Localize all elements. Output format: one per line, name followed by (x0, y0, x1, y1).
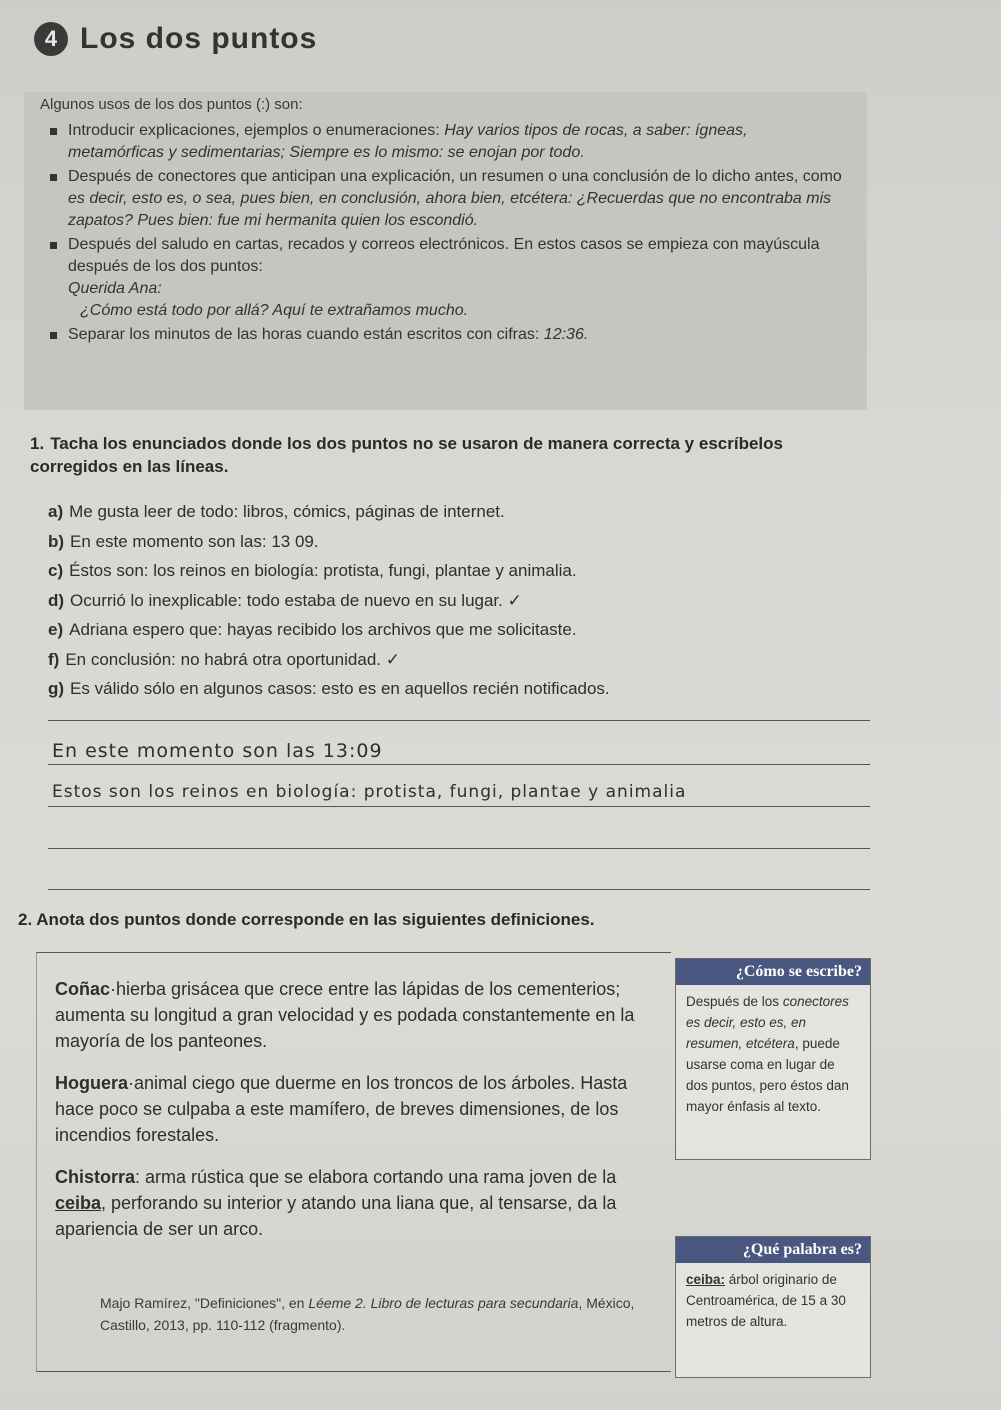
answer-handwriting-2: Estos son los reinos en biología: protista, fungi, plantae y animalia (52, 782, 687, 802)
section-title-text: Los dos puntos (80, 22, 318, 55)
section-title (34, 22, 317, 56)
info-intro: Algunos usos de los dos puntos (:) son: (40, 96, 303, 113)
exercise-2-number: 2. (18, 910, 33, 929)
usage-item-3 (56, 234, 846, 322)
answer-line-1[interactable] (48, 720, 870, 721)
exercise-1-text: Tacha los enunciados donde los dos puntos no se usaron de manera correcta y escríbelos corregidos en las líneas. (30, 434, 783, 476)
option-letter: g) (48, 679, 65, 698)
option-d (48, 586, 868, 616)
tip-box-how-to-write (675, 958, 871, 1160)
citation (100, 1292, 660, 1336)
usage-example: ¿Recuerdas que no encontraba mis zapatos? Pues bien: fue mi hermanita quien los escondió. (68, 190, 832, 229)
definition-body: animal ciego que duerme en los troncos de los árboles. Hasta hace poco se culpaba a este mamífero, de breves dimensiones, de los incendios forestales. (55, 1073, 628, 1145)
option-e (48, 615, 868, 645)
option-letter: e) (48, 620, 64, 639)
glossary-link[interactable]: ceiba (55, 1193, 102, 1213)
option-b (48, 527, 868, 557)
definition-body: , perforando su interior y atando una liana que, al tensarse, da la apariencia de ser un arco. (55, 1193, 617, 1239)
citation-details: , México, Castillo, 2013, pp. 110-112 (fragmento). (100, 1295, 635, 1333)
tip-text: Después de los (686, 994, 783, 1009)
option-c (48, 556, 868, 586)
tip-text: , puede usarse coma en lugar de dos puntos, pero éstos dan mayor énfasis al texto. (686, 1036, 849, 1114)
answer-line-5[interactable] (48, 889, 870, 890)
handwritten-mark: · (110, 979, 117, 999)
glossary-definition: árbol originario de Centroamérica, de 15 a 30 metros de altura. (686, 1272, 846, 1329)
option-a (48, 497, 868, 527)
definition-body: hierba grisácea que crece entre las lápidas de los cementerios; aumenta su longitud a gran velocidad y es podada constantemente en la mayoría de los panteones. (55, 979, 635, 1051)
option-text: Éstos son: los reinos en biología: protista, fungi, plantae y animalia. (69, 561, 577, 580)
definitions-text (55, 976, 655, 1258)
option-text: Adriana espero que: hayas recibido los archivos que me solicitaste. (69, 620, 577, 639)
glossary-body (676, 1263, 870, 1338)
option-letter: f) (48, 649, 60, 669)
option-letter: a) (48, 502, 64, 521)
usage-text: Después del saludo en cartas, recados y correos electrónicos. En estos casos se empieza con mayúscula después de los dos puntos: (68, 236, 820, 275)
tip-box-heading: ¿Cómo se escribe? (676, 959, 870, 985)
option-text: Es válido sólo en algunos casos: esto es en aquellos recién notificados. (70, 679, 610, 698)
definition-term: Hoguera (55, 1073, 129, 1093)
option-letter: c) (48, 561, 64, 580)
option-text: En conclusión: no habrá otra oportunidad. (65, 649, 381, 669)
option-letter: b) (48, 531, 65, 551)
answer-line-2[interactable] (48, 764, 870, 765)
usage-example: 12:36. (543, 326, 589, 343)
glossary-box (675, 1236, 871, 1378)
option-text: En este momento son las: 13 09. (70, 531, 319, 551)
usage-item-1 (56, 120, 846, 164)
usage-item-2 (56, 166, 846, 232)
usage-example-letter: ¿Cómo está todo por allá? Aquí te extrañamos mucho. (80, 302, 469, 319)
usage-example-salutation: Querida Ana: (68, 280, 162, 297)
answer-line-3[interactable] (48, 806, 870, 807)
definition-term: Chistorra (55, 1167, 136, 1187)
tip-connectors: conectores es decir, esto es, en resumen, etcétera (686, 994, 849, 1051)
exercise-1-number: 1. (30, 434, 45, 453)
option-g (48, 674, 868, 704)
answer-handwriting-1: En este momento son las 13:09 (52, 740, 383, 762)
exercise-1-options (48, 497, 868, 704)
citation-author: Majo Ramírez, "Definiciones", en (100, 1295, 309, 1311)
option-f (48, 645, 868, 675)
section-number-badge: 4 (34, 22, 68, 56)
usage-list (56, 120, 846, 348)
checkmark-icon: ✓ (507, 590, 522, 610)
exercise-1-prompt (30, 432, 860, 478)
checkmark-icon: ✓ (385, 649, 400, 669)
exercise-2-text: Anota dos puntos donde corresponde en las siguientes definiciones. (36, 910, 595, 929)
usage-connectors: es decir, esto es, o sea, pues bien, en conclusión, ahora bien, etcétera: (68, 190, 573, 207)
usage-example: Hay varios tipos de rocas, a saber: ígneas, metamórficas y sedimentarias; Siempre es lo mismo: se enojan por todo. (68, 122, 748, 161)
glossary-heading: ¿Qué palabra es? (676, 1237, 870, 1263)
usage-item-4 (56, 324, 846, 346)
glossary-term: ceiba: (686, 1272, 726, 1287)
citation-book: Léeme 2. Libro de lecturas para secundaria (308, 1295, 579, 1311)
answer-line-4[interactable] (48, 848, 870, 849)
definition-term: Coñac (55, 979, 111, 999)
definition-body: arma rústica que se elabora cortando una rama joven de la (140, 1167, 617, 1187)
definition-3 (55, 1164, 655, 1242)
handwritten-mark: : (135, 1167, 141, 1187)
option-text: Me gusta leer de todo: libros, cómics, páginas de internet. (69, 502, 505, 521)
definition-2 (55, 1070, 655, 1148)
usage-text: Introducir explicaciones, ejemplos o enumeraciones: (68, 122, 445, 139)
option-text: Ocurrió lo inexplicable: todo estaba de nuevo en su lugar. (70, 590, 503, 610)
exercise-2-prompt (18, 910, 595, 930)
usage-text: Después de conectores que anticipan una explicación, un resumen o una conclusión de lo dicho antes, como (68, 168, 842, 185)
option-letter: d) (48, 590, 65, 610)
handwritten-mark: · (128, 1073, 135, 1093)
usage-text: Separar los minutos de las horas cuando están escritos con cifras: (68, 326, 544, 343)
tip-box-body (676, 985, 870, 1123)
definition-1 (55, 976, 655, 1054)
